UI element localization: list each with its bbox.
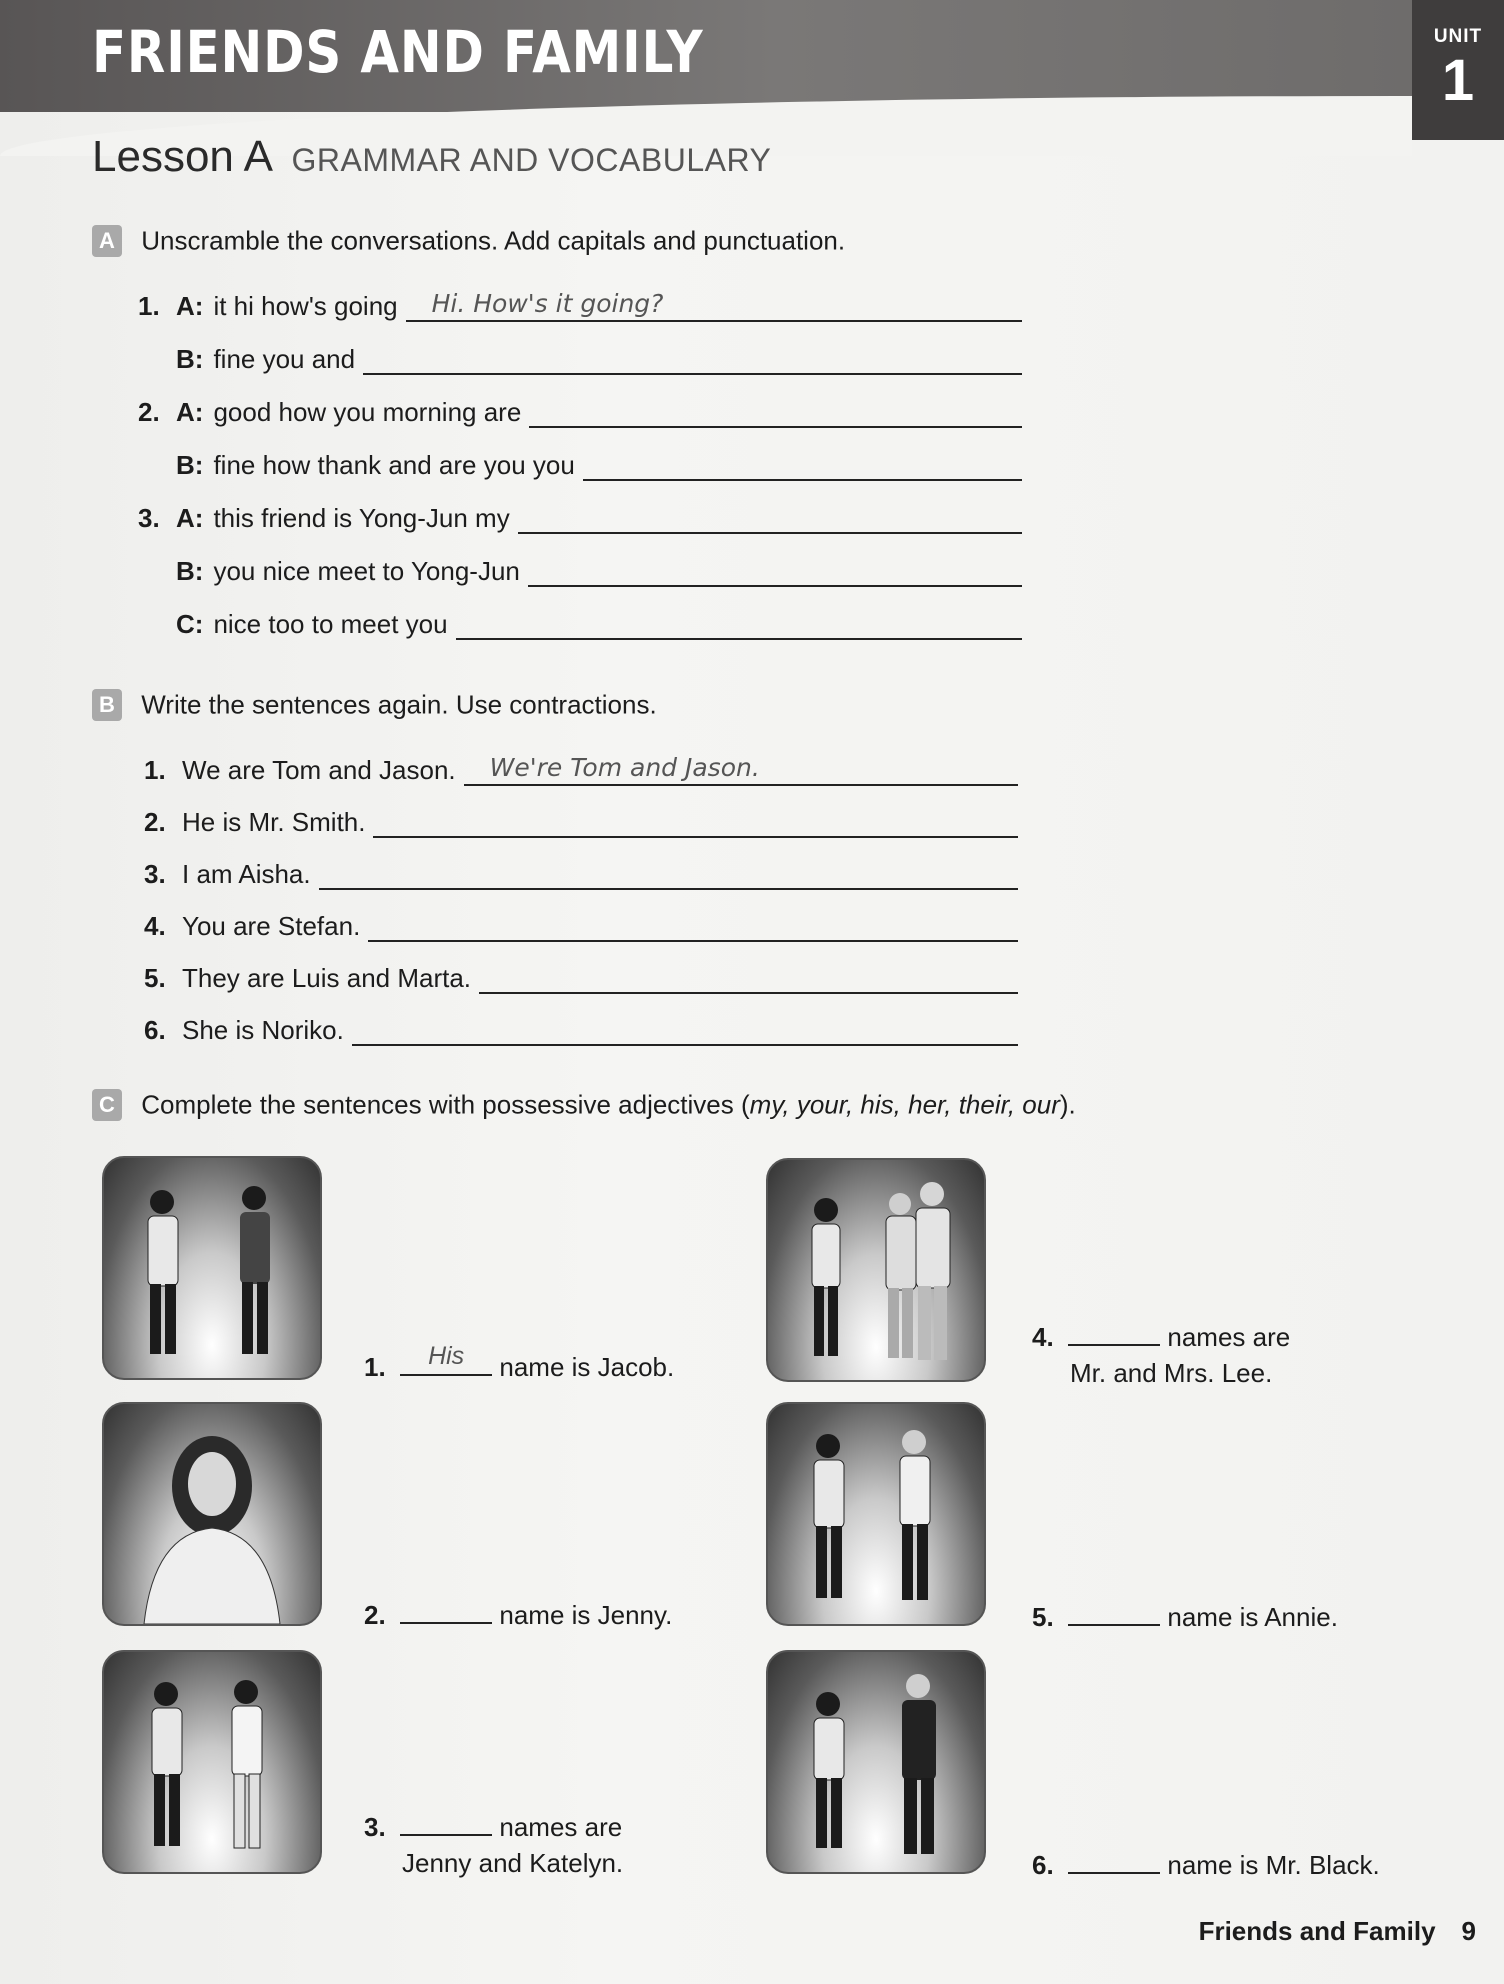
exercise-b-row	[144, 856, 1018, 890]
instruction-word-list: my, your, his, her, their, our	[749, 1089, 1060, 1120]
item-number: 1.	[144, 755, 166, 785]
answer-blank[interactable]	[400, 1808, 492, 1836]
answer-line[interactable]	[352, 1014, 1018, 1046]
exercise-b-row	[144, 908, 1018, 942]
section-a-heading	[92, 224, 845, 257]
scrambled-prompt: fine how thank and are you you	[213, 450, 575, 480]
item-number: 3.	[364, 1812, 386, 1842]
footer-title: Friends and Family	[1198, 1916, 1436, 1946]
sentence-text: names are	[499, 1812, 623, 1842]
answer-line[interactable]	[479, 962, 1018, 994]
handwritten-answer: We're Tom and Jason.	[489, 753, 760, 782]
answer-blank[interactable]	[1068, 1598, 1160, 1626]
item-number: 1.	[364, 1352, 386, 1382]
person-illustration	[104, 1404, 320, 1624]
speaker-label: C:	[176, 609, 204, 639]
item-number: 3.	[138, 503, 160, 533]
instruction-close: ).	[1059, 1089, 1076, 1120]
item-number: 4.	[144, 911, 166, 941]
answer-blank[interactable]	[400, 1342, 492, 1376]
section-a-instruction: Unscramble the conversations. Add capitals and punctuation.	[141, 225, 846, 256]
people-illustration	[104, 1652, 320, 1872]
answer-line[interactable]	[464, 754, 1018, 786]
answer-blank[interactable]	[1068, 1846, 1160, 1874]
answer-line[interactable]	[456, 608, 1022, 640]
exercise-a-row	[138, 394, 1022, 428]
scrambled-prompt: nice too to meet you	[213, 609, 448, 639]
exercise-c-item-4	[1032, 1318, 1290, 1391]
sentence-text-line2: Jenny and Katelyn.	[402, 1848, 624, 1878]
photo-two-men	[102, 1156, 322, 1380]
exercise-a-row	[138, 553, 1022, 587]
exercise-b-row	[144, 752, 1018, 786]
answer-line[interactable]	[373, 806, 1018, 838]
item-number: 5.	[144, 963, 166, 993]
answer-line[interactable]	[319, 858, 1018, 890]
exercise-a-row	[138, 341, 1022, 375]
exercise-b-row	[144, 804, 1018, 838]
sentence-prompt: We are Tom and Jason.	[182, 755, 456, 785]
photo-mr-black	[766, 1650, 986, 1874]
sentence-text: name is Jacob.	[499, 1352, 675, 1382]
answer-line[interactable]	[583, 449, 1022, 481]
people-illustration	[768, 1160, 984, 1380]
answer-line[interactable]	[528, 555, 1022, 587]
handwritten-answer: Hi. How's it going?	[431, 289, 664, 318]
speaker-label: A:	[176, 503, 204, 533]
section-a-badge: A	[92, 225, 122, 257]
sentence-prompt: They are Luis and Marta.	[182, 963, 472, 993]
unit-number: 1	[1441, 48, 1475, 113]
item-number: 6.	[1032, 1850, 1054, 1880]
page-footer	[1199, 1916, 1476, 1947]
page-number: 9	[1461, 1916, 1476, 1946]
handwritten-answer: His	[428, 1342, 465, 1370]
item-number: 1.	[138, 291, 160, 321]
people-illustration	[768, 1652, 984, 1872]
speaker-label: B:	[176, 556, 204, 586]
item-number: 2.	[138, 397, 160, 427]
lesson-subtitle: GRAMMAR AND VOCABULARY	[291, 142, 772, 178]
item-number: 2.	[144, 807, 166, 837]
sentence-prompt: She is Noriko.	[182, 1015, 344, 1045]
exercise-c-item-6	[1032, 1846, 1380, 1883]
section-c-heading	[92, 1088, 1076, 1121]
sentence-prompt: He is Mr. Smith.	[182, 807, 366, 837]
speaker-label: A:	[176, 397, 204, 427]
answer-blank[interactable]	[400, 1596, 492, 1624]
scrambled-prompt: this friend is Yong-Jun my	[213, 503, 510, 533]
exercise-c-item-2	[364, 1596, 672, 1633]
photo-jenny	[102, 1402, 322, 1626]
people-illustration	[768, 1404, 984, 1624]
exercise-a-row	[138, 606, 1022, 640]
section-c-instruction	[141, 1090, 1076, 1120]
sentence-text: name is Annie.	[1167, 1602, 1338, 1632]
answer-line[interactable]	[368, 910, 1018, 942]
answer-line[interactable]	[363, 343, 1022, 375]
speaker-label: A:	[176, 291, 204, 321]
item-number: 2.	[364, 1600, 386, 1630]
sentence-text: names are	[1167, 1322, 1291, 1352]
sentence-text-line2: Mr. and Mrs. Lee.	[1070, 1358, 1273, 1388]
section-c-badge: C	[92, 1089, 122, 1121]
answer-line[interactable]	[529, 396, 1022, 428]
scrambled-prompt: good how you morning are	[213, 397, 522, 427]
exercise-a-row	[138, 288, 1022, 322]
sentence-text: name is Jenny.	[499, 1600, 673, 1630]
item-number: 3.	[144, 859, 166, 889]
answer-blank[interactable]	[1068, 1318, 1160, 1346]
photo-annie	[766, 1402, 986, 1626]
section-b-instruction: Write the sentences again. Use contractions.	[141, 689, 657, 720]
scrambled-prompt: you nice meet to Yong-Jun	[213, 556, 520, 586]
section-b-badge: B	[92, 689, 122, 721]
exercise-a-row	[138, 447, 1022, 481]
unit-box	[1412, 0, 1504, 140]
speaker-label: B:	[176, 450, 204, 480]
photo-mr-mrs-lee	[766, 1158, 986, 1382]
exercise-c-item-5	[1032, 1598, 1338, 1635]
sentence-prompt: You are Stefan.	[182, 911, 361, 941]
lesson-heading	[92, 132, 771, 182]
sentence-prompt: I am Aisha.	[182, 859, 311, 889]
exercise-c-item-1	[364, 1342, 675, 1385]
page-title: FRIENDS AND FAMILY	[92, 18, 704, 86]
speaker-label: B:	[176, 344, 204, 374]
answer-line[interactable]	[406, 290, 1022, 322]
scrambled-prompt: fine you and	[213, 344, 356, 374]
lesson-name: Lesson A	[92, 132, 274, 181]
exercise-b-row	[144, 960, 1018, 994]
item-number: 5.	[1032, 1602, 1054, 1632]
sentence-text: name is Mr. Black.	[1167, 1850, 1380, 1880]
photo-jenny-katelyn	[102, 1650, 322, 1874]
answer-line[interactable]	[518, 502, 1022, 534]
item-number: 4.	[1032, 1322, 1054, 1352]
section-b-heading	[92, 688, 657, 721]
unit-label: UNIT	[1433, 26, 1483, 47]
people-illustration	[104, 1158, 320, 1378]
exercise-a-row	[138, 500, 1022, 534]
item-number: 6.	[144, 1015, 166, 1045]
exercise-b-row	[144, 1012, 1018, 1046]
exercise-c-item-3	[364, 1808, 623, 1881]
instruction-text: Complete the sentences with possessive adjectives (	[141, 1089, 750, 1120]
scrambled-prompt: it hi how's going	[213, 291, 398, 321]
